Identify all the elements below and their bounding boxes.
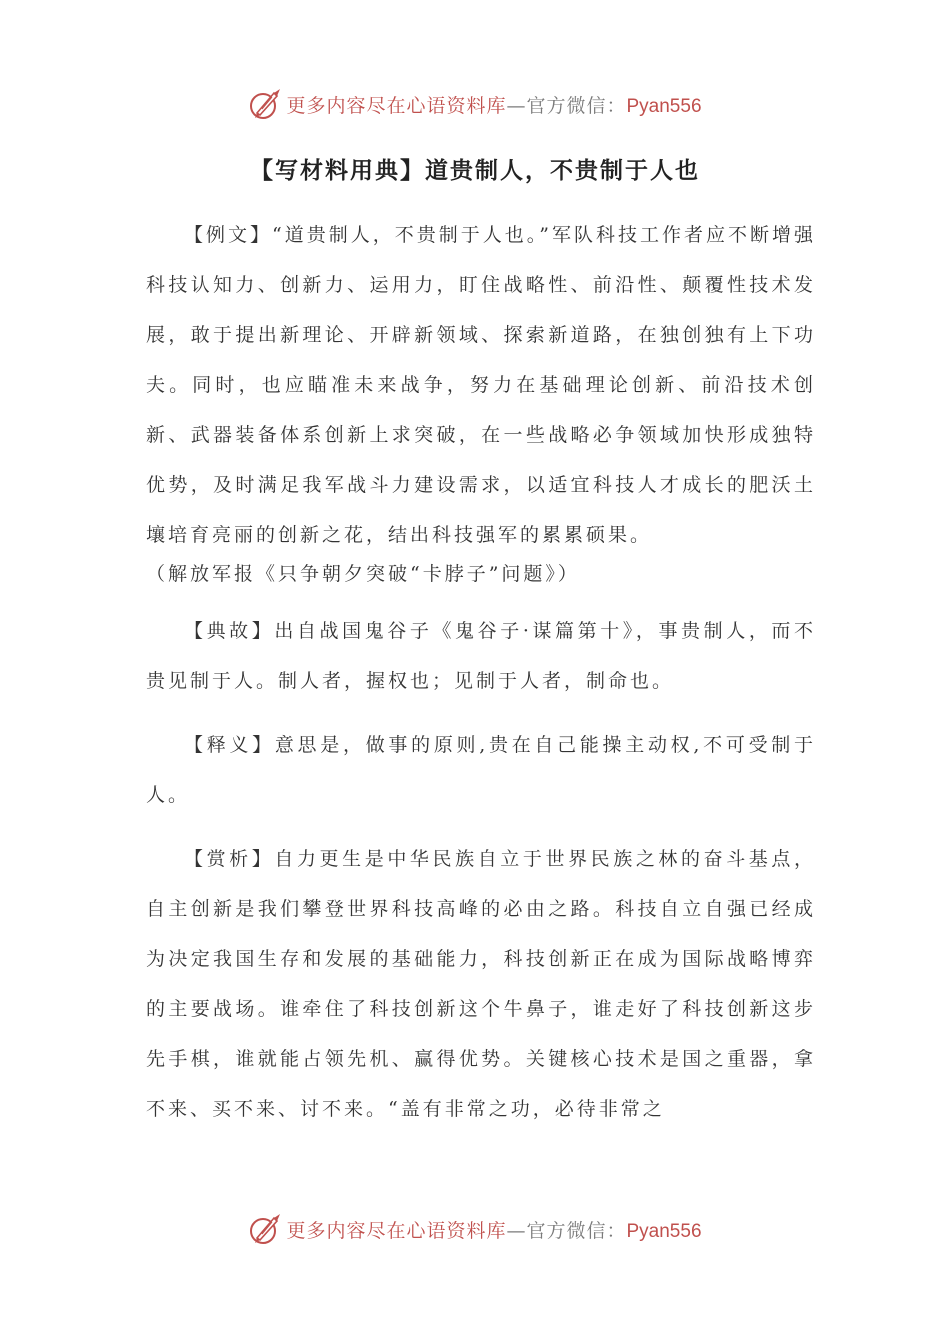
header-wechat-id: Pyan556 [626, 95, 702, 117]
footer-dash: — [506, 1219, 527, 1242]
example-paragraph [146, 210, 816, 592]
footer-wechat-id: Pyan556 [626, 1220, 702, 1242]
header-site-text: 更多内容尽在心语资料库 [286, 94, 507, 117]
example-text: 【例文】“道贵制人，不贵制于人也。”军队科技工作者应不断增强科技认知力、创新力、运用力，盯住战略性、前沿性、颠覆性技术发展，敢于提出新理论、开辟新领域、探索新道路，在独创独有上下功夫。同时，也应瞄准未来战争，努力在基础理论创新、前沿技术创新、武器装备体系创新上求突破，在一些战略必争领域加快形成独特优势，及时满足我军战斗力建设需求，以适宜科技人才成长的肥沃土壤培育亮丽的创新之花，结出科技强军的累累硕果。 [146, 224, 816, 546]
footer-wechat-label: 官方微信： [526, 1219, 627, 1242]
document-body [146, 210, 816, 1134]
header-banner-text [286, 91, 701, 118]
quill-pen-logo-icon [248, 1212, 282, 1246]
quill-pen-logo-icon [248, 87, 282, 121]
meaning-paragraph: 【释义】意思是，做事的原则,贵在自己能操主动权,不可受制于人。 [146, 734, 816, 806]
footer-banner-text [286, 1216, 701, 1243]
allusion-paragraph: 【典故】出自战国鬼谷子《鬼谷子·谋篇第十》，事贵制人，而不贵见制于人。制人者，握权也；见制于人者，制命也。 [146, 620, 816, 692]
example-source: （解放军报《只争朝夕突破“卡脖子”问题》） [146, 563, 580, 585]
header-wechat-label: 官方微信： [526, 94, 627, 117]
footer-banner [0, 1209, 950, 1249]
header-banner [0, 84, 950, 124]
footer-site-text: 更多内容尽在心语资料库 [286, 1219, 507, 1242]
header-dash: — [506, 94, 527, 117]
document-title: 【写材料用典】道贵制人，不贵制于人也 [250, 157, 700, 184]
appreciation-paragraph: 【赏析】自力更生是中华民族自立于世界民族之林的奋斗基点，自主创新是我们攀登世界科技高峰的必由之路。科技自立自强已经成为决定我国生存和发展的基础能力，科技创新正在成为国际战略博弈的主要战场。谁牵住了科技创新这个牛鼻子，谁走好了科技创新这步先手棋，谁就能占领先机、赢得优势。关键核心技术是国之重器，拿不来、买不来、讨不来。“盖有非常之功，必待非常之 [146, 848, 816, 1120]
